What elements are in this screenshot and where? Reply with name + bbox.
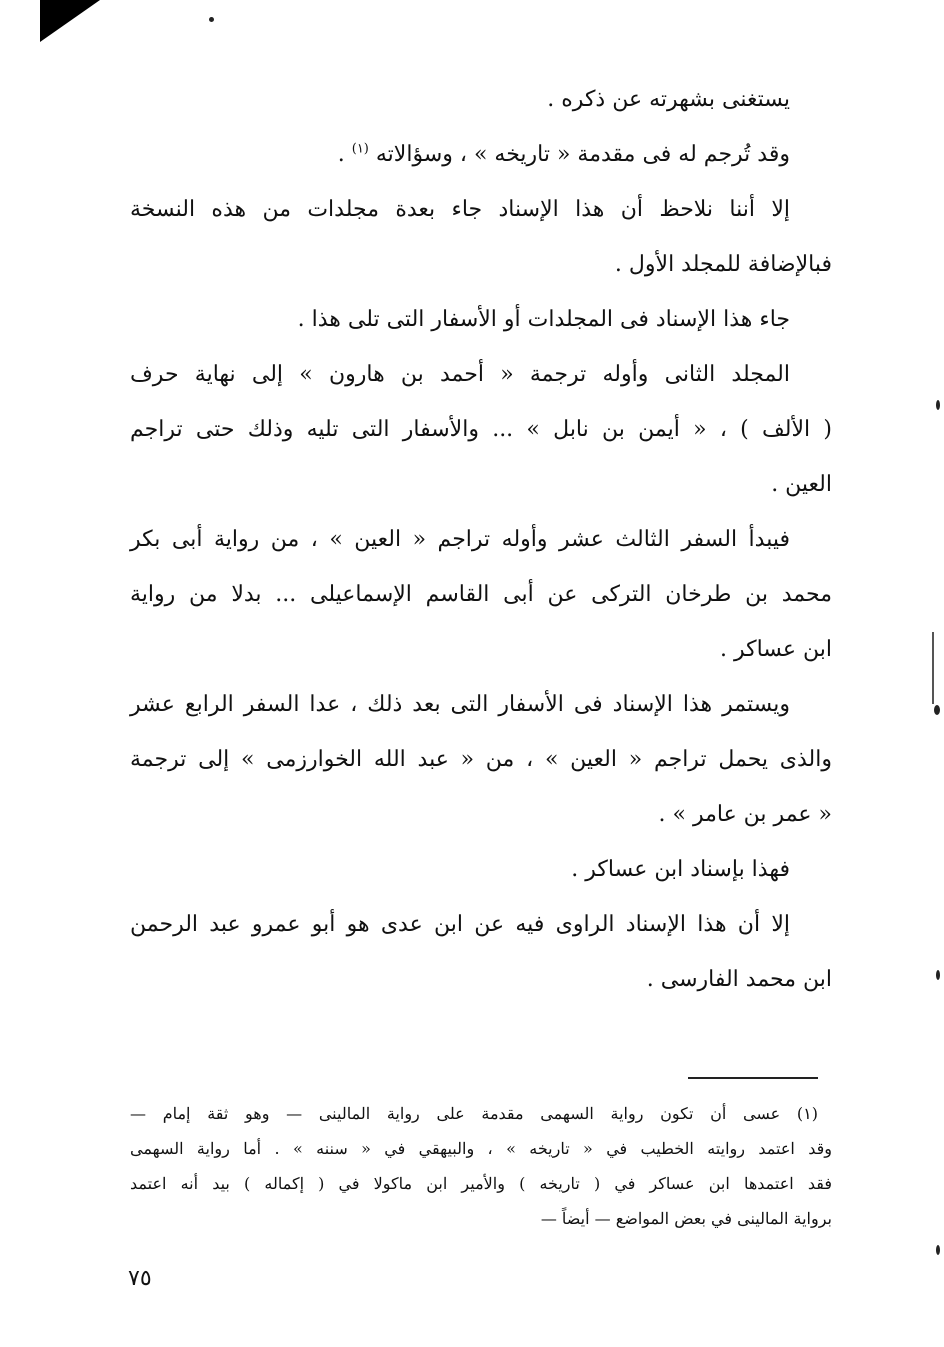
footnote-line: برواية المالينى في بعض المواضع — أيضاً — [540,1209,832,1228]
paragraph-line: العين . [771,472,832,497]
scan-speck [936,1245,940,1255]
scan-corner-mark [40,0,100,42]
footnote-line: (١) عسى أن تكون رواية السهمى مقدمة على رواية المالينى — وهو ثقة إمام — [130,1104,818,1123]
paragraph [130,842,832,897]
paragraph [130,677,832,842]
paragraph [130,127,832,182]
paragraph-line: فبالإضافة للمجلد الأول . [614,252,832,277]
paragraph-tail: . [337,142,352,167]
paragraph-line: المجلد الثانى وأوله ترجمة « أحمد بن هارون » إلى نهاية حرف [130,362,790,387]
paragraph-line: ابن محمد الفارسى . [646,967,832,992]
page-number: ٧٥ [128,1266,152,1291]
paragraph-line: يستغنى بشهرته عن ذكره . [547,87,790,112]
paragraph-line: ( الألف ) ، « أيمن بن نابل » ... والأسفار التى تليه وذلك حتى تراجم [130,417,832,442]
scan-speck [936,400,940,410]
footnote-separator [688,1077,818,1079]
paragraph [130,512,832,677]
footnote-reference[interactable]: (١) [351,141,369,157]
paragraph [130,292,832,347]
scan-speck [934,705,940,715]
paragraph-line: إلا أن هذا الإسناد الراوى فيه عن ابن عدى هو أبو عمرو عبد الرحمن [130,912,790,937]
scan-margin-line [932,632,934,704]
paragraph-line [130,127,790,182]
paragraph [130,347,832,512]
paragraph [130,182,832,292]
paragraph [130,72,832,127]
paragraph-line: ابن عساكر . [719,637,832,662]
footnote [130,1096,832,1236]
paragraph-text: وقد تُرجم له فى مقدمة « تاريخه » ، وسؤالاته [375,142,790,167]
paragraph-line: فيبدأ السفر الثالث عشر وأوله تراجم « العين » ، من رواية أبى بكر [130,527,790,552]
paragraph-line: جاء هذا الإسناد فى المجلدات أو الأسفار التى تلى هذا . [297,307,790,332]
footnote-line: وقد اعتمد روايته الخطيب في « تاريخه » ، والبيهقي في « سننه » . أما رواية السهمى [130,1139,832,1158]
paragraph [130,897,832,1007]
scan-speck [936,970,940,980]
paragraph-line: « عمر بن عامر » . [658,802,832,827]
paragraph-line: والذى يحمل تراجم « العين » ، من « عبد الله الخوارزمى » إلى ترجمة [130,747,832,772]
scan-speck [209,17,214,22]
paragraph-line: محمد بن طرخان التركى عن أبى القاسم الإسماعيلى ... بدلا من رواية [130,582,832,607]
paragraph-line: إلا أننا نلاحظ أن هذا الإسناد جاء بعدة مجلدات من هذه النسخة [130,197,790,222]
footnote-line: فقد اعتمدها ابن عساكر في ( تاريخه ) والأمير ابن ماكولا في ( إكماله ) بيد أنه اعتمد [130,1174,832,1193]
paragraph-line: فهذا بإسناد ابن عساكر . [571,857,790,882]
page-body [130,72,832,1007]
paragraph-line: ويستمر هذا الإسناد فى الأسفار التى بعد ذلك ، عدا السفر الرابع عشر [130,692,790,717]
